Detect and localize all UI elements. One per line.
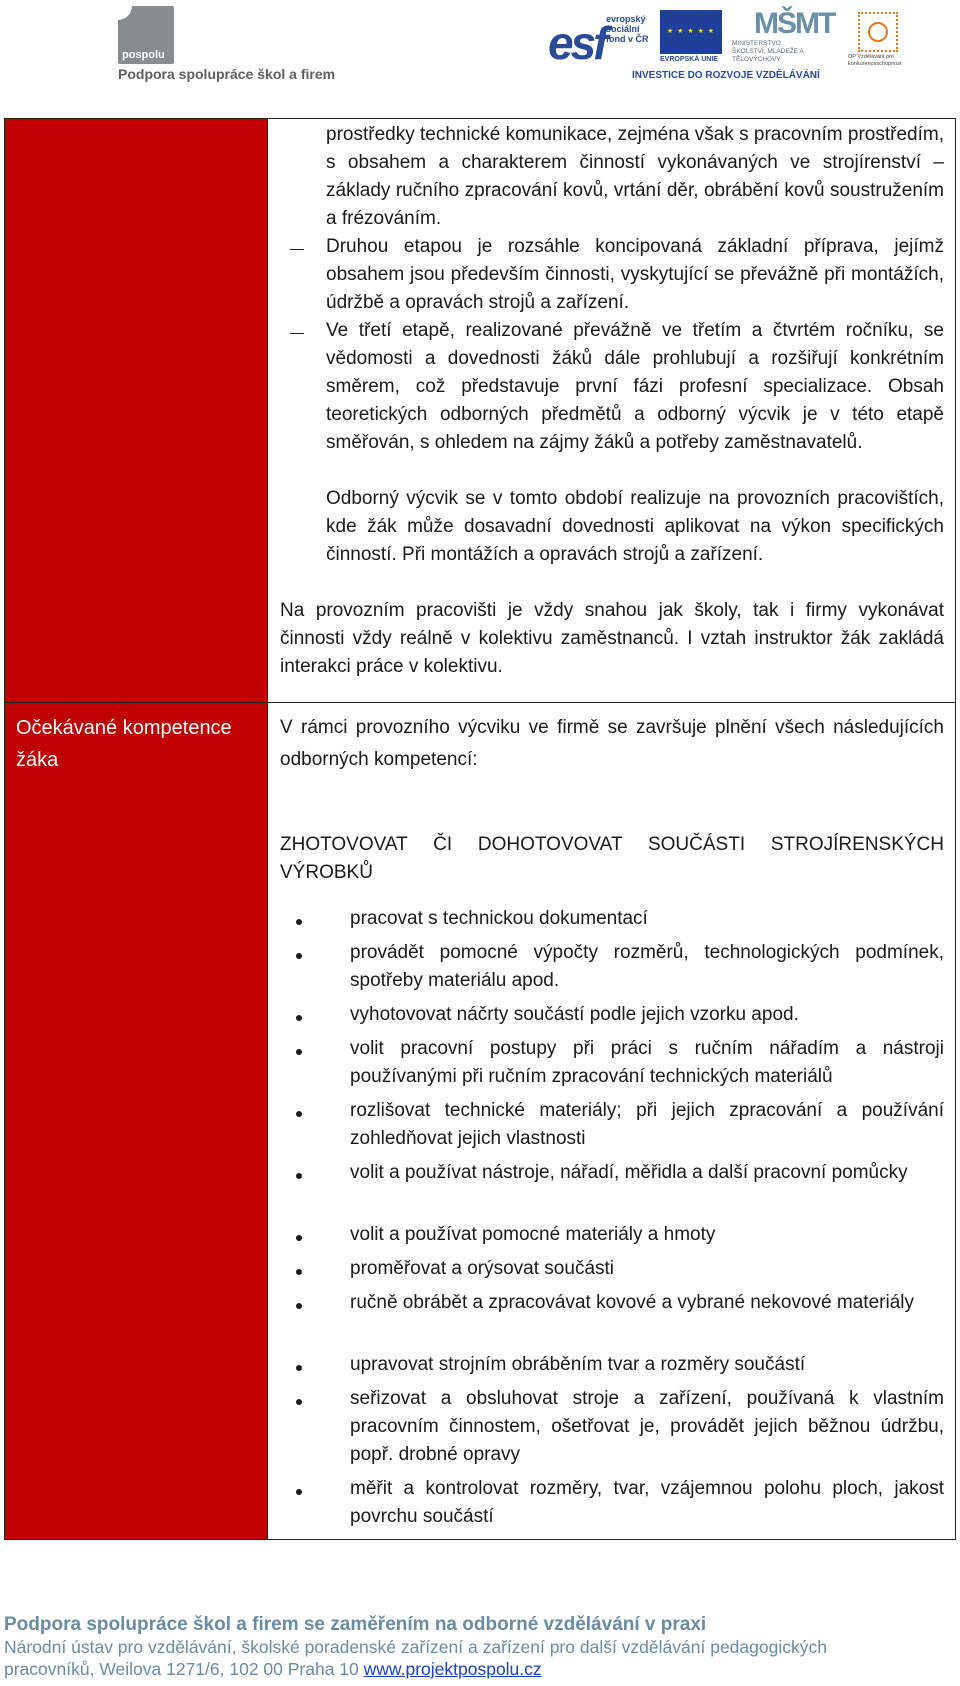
bullet-icon bbox=[296, 1489, 302, 1495]
footer-title: Podpora spolupráce škol a firem se zaměřením na odborné vzdělávání v praxi bbox=[4, 1614, 707, 1635]
bullet-icon bbox=[296, 919, 302, 925]
bullet-icon bbox=[296, 1049, 302, 1055]
bullet-icon bbox=[296, 1235, 302, 1241]
msmt-caption: MINISTERSTVO ŠKOLSTVÍ, MLÁDEŽE A TĚLOVÝCHOVY bbox=[732, 40, 804, 63]
pospolu-tagline: Podpora spolupráce škol a firem bbox=[118, 66, 336, 82]
dash-item: Ve třetí etapě, realizované převážně ve třetím a čtvrtém ročníku, se vědomosti a dovednosti žáků dále prohlubují a rozšiřují konkrétním směrem, což představuje první fázi profesní specializace. Obsah teoretických odborných předmětů a odborný výcvik je v této etapě směřován, s ohledem na zájmy žáků a potřeby zaměstnavatelů. bbox=[326, 320, 944, 453]
bullet-icon bbox=[296, 1269, 302, 1275]
footer-address-line2 bbox=[4, 1658, 956, 1680]
bullet-icon bbox=[296, 1303, 302, 1309]
msmt-logo: MŠMT MINISTERSTVO ŠKOLSTVÍ, MLÁDEŽE A TĚLOVÝCHOVY bbox=[732, 7, 835, 63]
row-label-competences: Očekávané kompetence žáka bbox=[16, 717, 232, 771]
bullet-icon bbox=[296, 1173, 302, 1179]
bullet-icon bbox=[296, 1111, 302, 1117]
section-heading: ZHOTOVOVAT ČI DOHOTOVOVAT SOUČÁSTI STROJÍRENSKÝCH VÝROBKŮ bbox=[280, 834, 944, 883]
list-item: seřizovat a obsluhovat stroje a zařízení, používaná k vlastním pracovním činnostem, ošetřovat je, provádět jejich běžnou údržbu, popř. drobné opravy bbox=[350, 1388, 944, 1465]
list-item: volit a používat pomocné materiály a hmoty bbox=[350, 1224, 716, 1245]
dash-marker bbox=[290, 249, 304, 250]
list-item: rozlišovat technické materiály; při jejich zpracování a používání zohledňovat jejich vlastnosti bbox=[350, 1100, 944, 1149]
dash-marker bbox=[290, 333, 304, 334]
closing-paragraph: Na provozním pracovišti je vždy snahou jak školy, tak i firmy vykonávat činnosti vždy reálně v kolektivu zaměstnanců. I vztah instruktor žák zakládá interakci práce v kolektivu. bbox=[280, 600, 944, 677]
pospolu-logo-mark bbox=[118, 6, 174, 64]
op-caption: OP Vzdělávání pro konkurenceschopnost bbox=[848, 54, 902, 67]
pospolu-logo bbox=[118, 6, 335, 82]
bullet-icon bbox=[296, 953, 302, 959]
list-item: provádět pomocné výpočty rozměrů, technologických podmínek, spotřeby materiálu apod. bbox=[350, 942, 944, 991]
page-footer bbox=[4, 1614, 956, 1680]
list-item: proměřovat a orýsovat součásti bbox=[350, 1258, 615, 1279]
op-logo bbox=[848, 12, 910, 68]
label-column bbox=[5, 119, 268, 1539]
invest-caption: INVESTICE DO ROZVOJE VZDĚLÁVÁNÍ bbox=[632, 70, 820, 81]
list-item: měřit a kontrolovat rozměry, tvar, vzájemnou polohu ploch, jakost povrchu součástí bbox=[350, 1478, 944, 1527]
list-item: volit pracovní postupy při práci s ručním nářadím a nástroji používanými při ručním zpracování technických materiálů bbox=[350, 1038, 944, 1087]
continuation-paragraph: Odborný výcvik se v tomto období realizuje na provozních pracovištích, kde žák může dosavadní dovednosti aplikovat na výkon specifických činností. Při montážích a opravách strojů a zařízení. bbox=[326, 488, 944, 565]
esf-logo: esf bbox=[548, 17, 606, 69]
eu-caption: EVROPSKÁ UNIE bbox=[660, 56, 718, 63]
row-divider bbox=[5, 702, 955, 703]
op-logo-mark bbox=[858, 12, 898, 52]
eu-flag-icon: ★ ★ ★ ★ ★ bbox=[660, 10, 722, 54]
dash-item: Druhou etapou je rozsáhle koncipovaná základní příprava, jejímž obsahem jsou především činnosti, vyskytující se převážně při montážích, údržbě a opravách strojů a zařízení. bbox=[326, 236, 944, 313]
bullet-icon bbox=[296, 1015, 302, 1021]
competences-intro: V rámci provozního výcviku ve firmě se završuje plnění všech následujících odborných kompetencí: bbox=[280, 717, 944, 770]
page-header bbox=[0, 0, 960, 100]
project-website-link[interactable]: www.projektpospolu.cz bbox=[363, 1659, 542, 1679]
list-item: volit a používat nástroje, nářadí, měřidla a další pracovní pomůcky bbox=[350, 1162, 908, 1183]
list-item: pracovat s technickou dokumentací bbox=[350, 908, 648, 929]
top-paragraph: prostředky technické komunikace, zejména však s pracovním prostředím, s obsahem a charakterem činností vykonávaných ve strojírenství – základy ručního zpracování kovů, vrtání děr, obrábění kovů soustružením a frézováním. bbox=[326, 124, 944, 229]
bullet-icon bbox=[296, 1399, 302, 1405]
list-item: ručně obrábět a zpracovávat kovové a vybrané nekovové materiály bbox=[350, 1292, 914, 1313]
footer-address-line1: Národní ústav pro vzdělávání, školské poradenské zařízení a zařízení pro další vzdělávání pedagogických bbox=[4, 1637, 827, 1657]
esf-logo-text: evropský sociální fond v ČR bbox=[606, 14, 649, 44]
pospolu-logo-word: pospolu bbox=[122, 49, 165, 61]
content-table bbox=[4, 118, 956, 1540]
funding-logos bbox=[548, 8, 913, 83]
bullet-icon bbox=[296, 1365, 302, 1371]
footer-address-text: pracovníků, Weilova 1271/6, 102 00 Praha 10 bbox=[4, 1659, 359, 1679]
list-item: upravovat strojním obráběním tvar a rozměry součástí bbox=[350, 1354, 806, 1375]
list-item: vyhotovovat náčrty součástí podle jejich vzorku apod. bbox=[350, 1004, 799, 1025]
